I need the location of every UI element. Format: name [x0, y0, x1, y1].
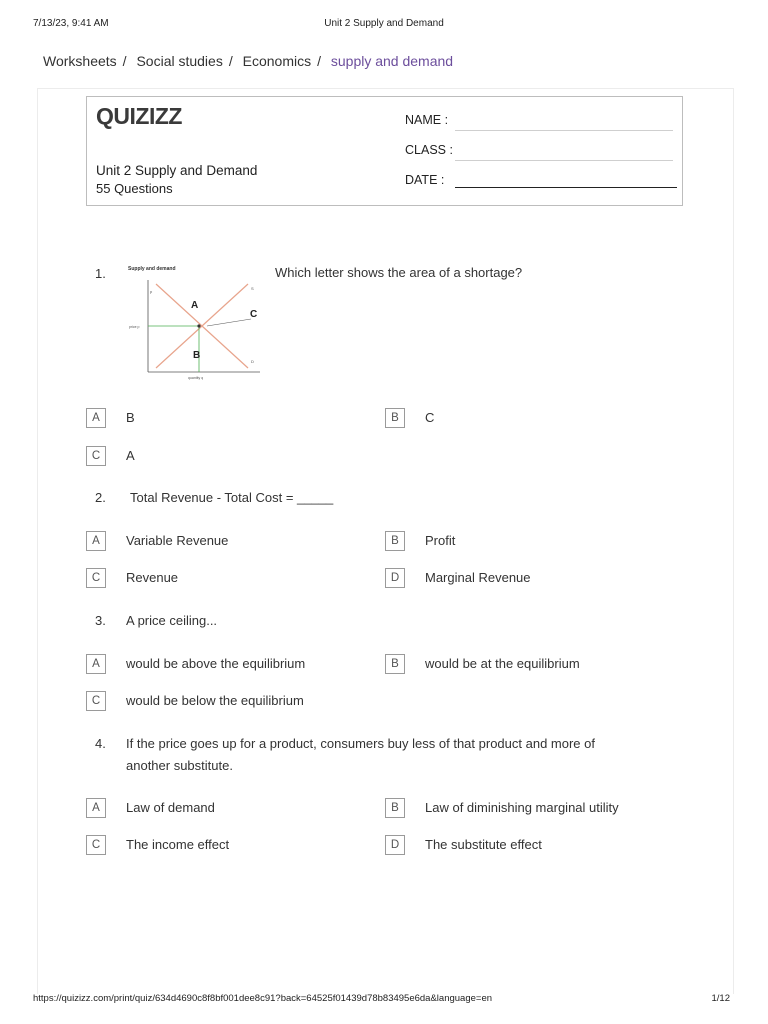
q3-option-c-box[interactable]: C: [86, 691, 106, 711]
question-1-text: Which letter shows the area of a shortage?: [275, 265, 523, 280]
question-1-number: 1.: [95, 266, 106, 281]
breadcrumb-separator: /: [228, 53, 233, 69]
q1-option-c-text: A: [126, 448, 135, 463]
equilibrium-point: [197, 324, 200, 327]
q3-option-a-box[interactable]: A: [86, 654, 106, 674]
region-label-c: C: [250, 309, 258, 320]
print-header: [0, 0, 768, 30]
name-line: [455, 130, 673, 131]
q2-option-b-box[interactable]: B: [385, 531, 405, 551]
q1-option-a-box[interactable]: A: [86, 408, 106, 428]
chart-title: Supply and demand: [128, 266, 176, 272]
q3-option-c-text: would be below the equilibrium: [126, 693, 304, 708]
print-title: Unit 2 Supply and Demand: [324, 18, 444, 29]
q2-option-b-text: Profit: [425, 533, 456, 548]
q4-option-c-box[interactable]: C: [86, 835, 106, 855]
demand-line-label: D: [251, 359, 254, 364]
breadcrumb-economics[interactable]: Economics: [242, 53, 312, 69]
price-label: price p: [129, 325, 140, 329]
q1-option-b-box[interactable]: B: [385, 408, 405, 428]
breadcrumb-worksheets[interactable]: Worksheets: [43, 53, 117, 69]
question-3-number: 3.: [95, 613, 106, 628]
breadcrumb-current[interactable]: supply and demand: [330, 53, 454, 69]
question-4-text-line-2: another substitute.: [126, 758, 233, 773]
print-date: 7/13/23, 9:41 AM: [33, 18, 109, 29]
supply-demand-chart: [124, 262, 266, 384]
q2-option-a-text: Variable Revenue: [126, 533, 229, 548]
question-2-text: Total Revenue - Total Cost = _____: [130, 490, 334, 505]
name-label: NAME :: [405, 113, 449, 127]
q2-option-c-box[interactable]: C: [86, 568, 106, 588]
quiz-title: Unit 2 Supply and Demand: [96, 163, 258, 178]
date-line: [455, 187, 677, 188]
q2-option-a-box[interactable]: A: [86, 531, 106, 551]
supply-line-label: S: [251, 286, 254, 291]
question-3-text: A price ceiling...: [126, 613, 218, 628]
q4-option-c-text: The income effect: [126, 837, 230, 852]
q3-option-a-text: would be above the equilibrium: [126, 656, 306, 671]
x-axis-label: quantity q: [188, 376, 204, 380]
q1-option-c-box[interactable]: C: [86, 446, 106, 466]
breadcrumb-separator: /: [122, 53, 127, 69]
question-2-number: 2.: [95, 490, 106, 505]
region-label-a: A: [191, 300, 199, 311]
q2-option-c-text: Revenue: [126, 570, 179, 585]
quizizz-logo: QUIZIZZ: [96, 103, 182, 129]
q4-option-b-text: Law of diminishing marginal utility: [425, 800, 619, 815]
question-count: 55 Questions: [96, 181, 173, 196]
y-axis-label: p: [150, 289, 153, 294]
annotation-arrow: [207, 319, 251, 326]
q4-option-a-text: Law of demand: [126, 800, 215, 815]
q1-option-b-text: C: [425, 410, 435, 425]
breadcrumb-separator: /: [317, 53, 321, 69]
region-label-b: B: [193, 350, 201, 361]
breadcrumb-social-studies[interactable]: Social studies: [136, 53, 223, 69]
page-number: 1/12: [711, 993, 730, 1004]
q1-option-a-text: B: [126, 410, 135, 425]
class-label: CLASS :: [405, 143, 453, 157]
q4-option-d-text: The substitute effect: [425, 837, 542, 852]
q3-option-b-text: would be at the equilibrium: [425, 656, 580, 671]
question-4-text-line-1: If the price goes up for a product, consumers buy less of that product and more of: [126, 736, 595, 751]
date-label: DATE :: [405, 173, 445, 187]
q4-option-a-box[interactable]: A: [86, 798, 106, 818]
q3-option-b-box[interactable]: B: [385, 654, 405, 674]
q2-option-d-box[interactable]: D: [385, 568, 405, 588]
print-url: https://quizizz.com/print/quiz/634d4690c8f8bf001dee8c91?back=64525f01439d78b83495e6da&language=en: [33, 993, 493, 1004]
q2-option-d-text: Marginal Revenue: [425, 570, 531, 585]
class-line: [455, 160, 673, 161]
breadcrumb: [43, 53, 453, 69]
question-4-number: 4.: [95, 736, 106, 751]
q4-option-d-box[interactable]: D: [385, 835, 405, 855]
q4-option-b-box[interactable]: B: [385, 798, 405, 818]
